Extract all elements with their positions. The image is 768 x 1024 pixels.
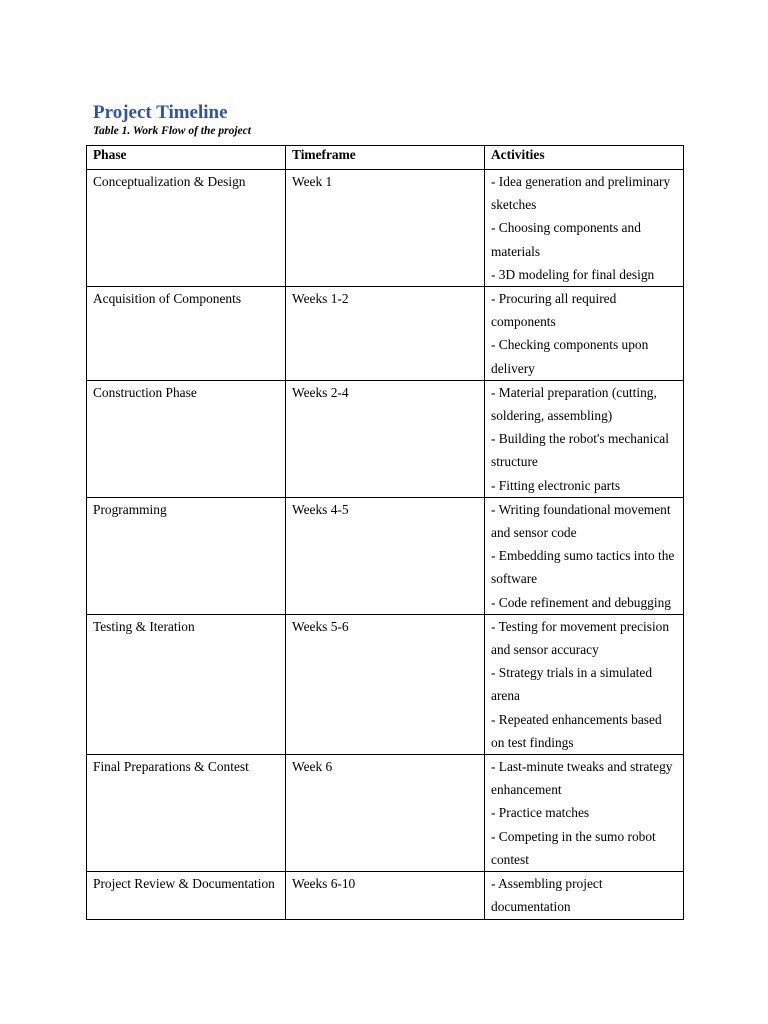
activity-item: - Code refinement and debugging [491, 594, 671, 610]
timeframe-cell: Weeks 2-4 [286, 380, 485, 497]
activities-cell [485, 287, 684, 381]
phase-cell: Testing & Iteration [87, 614, 286, 754]
activity-item: - Last-minute tweaks and strategy enhancement [491, 759, 673, 798]
phase-cell: Final Preparations & Contest [87, 755, 286, 872]
activity-item: - Building the robot's mechanical structure [491, 431, 669, 470]
header-phase: Phase [87, 146, 286, 170]
table-header-row [87, 146, 684, 170]
activity-item: - Repeated enhancements based on test findings [491, 711, 662, 750]
activity-item: - Strategy trials in a simulated arena [491, 665, 653, 704]
header-activities: Activities [485, 146, 684, 170]
activity-item: - Choosing components and materials [491, 220, 641, 259]
table-row [87, 497, 684, 614]
timeframe-cell: Weeks 1-2 [286, 287, 485, 381]
activities-cell [485, 170, 684, 287]
timeframe-cell: Weeks 5-6 [286, 614, 485, 754]
table-row [87, 170, 684, 287]
phase-cell: Conceptualization & Design [87, 170, 286, 287]
phase-cell: Acquisition of Components [87, 287, 286, 381]
activities-cell [485, 614, 684, 754]
activities-cell [485, 380, 684, 497]
phase-cell: Project Review & Documentation [87, 872, 286, 919]
phase-cell: Construction Phase [87, 380, 286, 497]
activities-cell [485, 872, 684, 919]
timeframe-cell: Weeks 6-10 [286, 872, 485, 919]
activity-item: - Material preparation (cutting, soldering, assembling) [491, 384, 657, 424]
page-title: Project Timeline [93, 102, 228, 123]
activity-item: - Writing foundational movement and sensor code [491, 501, 671, 541]
activities-cell [485, 755, 684, 872]
activity-item: - Competing in the sumo robot contest [491, 828, 656, 867]
header-timeframe: Timeframe [286, 146, 485, 170]
activity-item: - Checking components upon delivery [491, 337, 649, 376]
activity-item: - Embedding sumo tactics into the software [491, 548, 675, 587]
table-caption: Table 1. Work Flow of the project [93, 125, 251, 137]
table-row [87, 380, 684, 497]
activities-cell [485, 497, 684, 614]
activity-item: - Idea generation and preliminary sketches [491, 174, 671, 213]
table-row [87, 755, 684, 872]
timeframe-cell: Week 1 [286, 170, 485, 287]
table-row [87, 872, 684, 919]
activity-item: - Assembling project documentation [491, 876, 603, 915]
phase-cell: Programming [87, 497, 286, 614]
table-row [87, 287, 684, 381]
activity-item: - Fitting electronic parts [491, 477, 621, 493]
table-row [87, 614, 684, 754]
activity-item: - 3D modeling for final design [491, 266, 655, 282]
timeframe-cell: Weeks 4-5 [286, 497, 485, 614]
timeline-table [86, 145, 684, 920]
timeframe-cell: Week 6 [286, 755, 485, 872]
activity-item: - Procuring all required components [491, 291, 617, 330]
activity-item: - Testing for movement precision and sensor accuracy [491, 618, 670, 658]
activity-item: - Practice matches [491, 805, 590, 821]
